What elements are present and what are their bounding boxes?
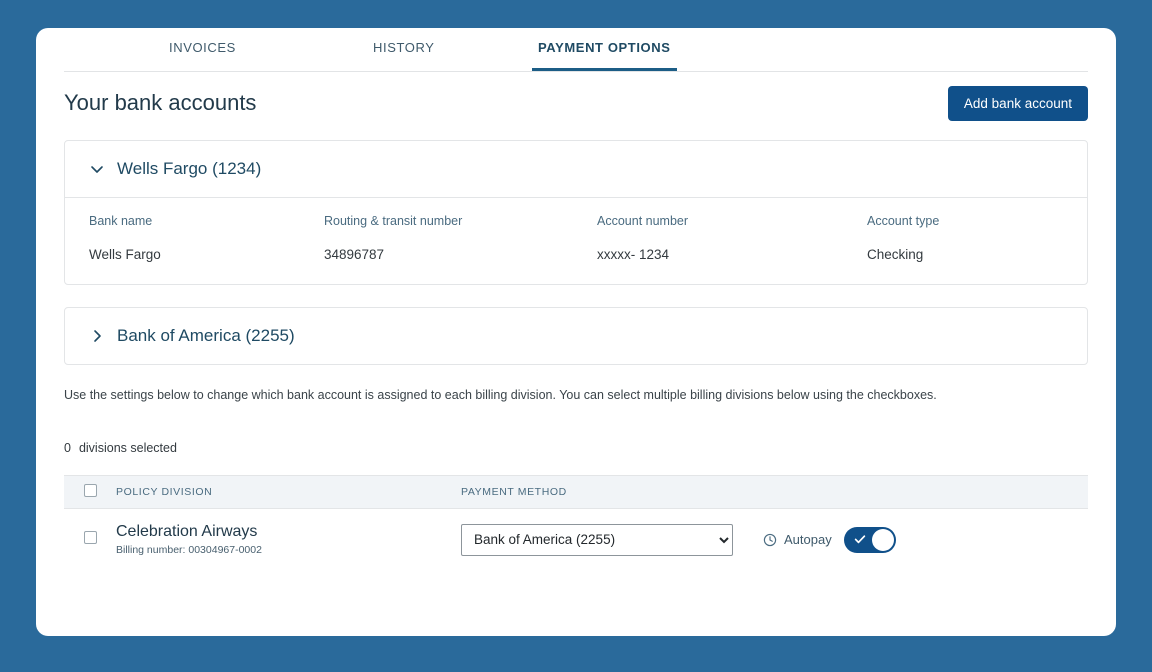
bank-account-title: Bank of America (2255): [117, 326, 295, 345]
column-header-policy-division: POLICY DIVISION: [116, 485, 213, 498]
autopay-label: Autopay: [784, 532, 832, 547]
division-info: [116, 523, 461, 556]
bank-account-details: [65, 197, 1087, 284]
value-bank-name: Wells Fargo: [89, 247, 161, 262]
select-all-cell: [64, 484, 116, 500]
bank-account-bank-of-america: [64, 307, 1088, 365]
bank-account-title: Wells Fargo (1234): [117, 159, 262, 178]
clock-icon: [763, 533, 777, 547]
column-header-payment-method: PAYMENT METHOD: [461, 485, 567, 498]
page-header: [64, 72, 1088, 134]
bank-account-wells-fargo: [64, 140, 1088, 285]
tab-payment-options[interactable]: PAYMENT OPTIONS: [532, 40, 677, 71]
tab-history[interactable]: HISTORY: [373, 40, 435, 55]
row-select-cell: [64, 531, 116, 549]
check-icon: [853, 532, 867, 546]
chevron-down-icon: [89, 161, 105, 177]
autopay-control: [763, 527, 896, 553]
select-all-checkbox[interactable]: [84, 484, 97, 497]
divisions-selected-label: divisions selected: [78, 440, 177, 455]
divisions-selected-count: 0: [64, 440, 71, 455]
add-bank-account-button[interactable]: Add bank account: [948, 86, 1088, 121]
autopay-toggle[interactable]: [844, 527, 896, 553]
divisions-table-header: [64, 475, 1088, 509]
helper-text: Use the settings below to change which bank account is assigned to each billing division. You can select multiple billing divisions below using the checkboxes.: [64, 388, 937, 402]
column-header-routing-number: Routing & transit number: [324, 214, 463, 228]
divisions-selected-status: [64, 441, 1088, 455]
page-title: Your bank accounts: [64, 90, 257, 115]
toggle-knob: [872, 529, 894, 551]
divisions-table: [64, 475, 1088, 571]
value-account-number: xxxxx- 1234: [597, 247, 670, 262]
payment-options-card: [36, 28, 1116, 636]
chevron-right-icon: [89, 328, 105, 344]
division-billing-number: Billing number: 00304967-0002: [116, 544, 262, 557]
tab-bar: [64, 28, 1088, 72]
bank-account-bank-of-america-header[interactable]: [65, 308, 1087, 364]
value-routing-number: 34896787: [324, 247, 385, 262]
column-header-bank-name: Bank name: [89, 214, 153, 228]
payment-method-select[interactable]: [461, 524, 733, 556]
payment-method-cell: [461, 524, 1088, 556]
tab-invoices[interactable]: INVOICES: [169, 40, 236, 55]
division-name: Celebration Airways: [116, 522, 258, 540]
table-row: [64, 509, 1088, 571]
bank-account-wells-fargo-header[interactable]: [65, 141, 1087, 197]
bank-accounts-list: [64, 140, 1088, 365]
column-header-account-number: Account number: [597, 214, 689, 228]
column-header-account-type: Account type: [867, 214, 940, 228]
value-account-type: Checking: [867, 247, 924, 262]
row-checkbox[interactable]: [84, 531, 97, 544]
